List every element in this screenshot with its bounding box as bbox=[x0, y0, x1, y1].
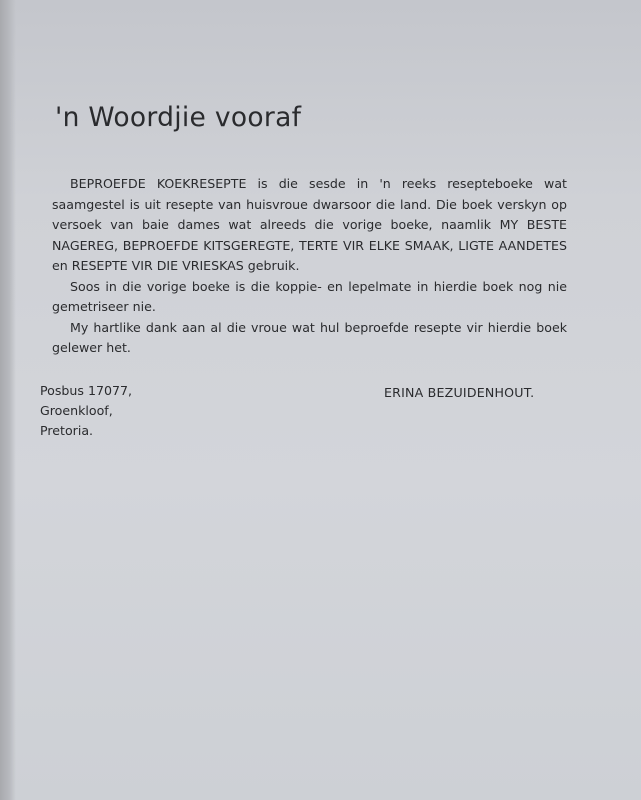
paragraph-2: Soos in die vorige boeke is die koppie- en lepelmate in hierdie boek nog nie gemetriseer nie. bbox=[52, 278, 567, 314]
address-line-1: Posbus 17077, bbox=[40, 383, 133, 398]
page-binding-edge bbox=[0, 0, 16, 800]
author-signature: ERINA BEZUIDENHOUT. bbox=[384, 385, 535, 400]
paragraph-3: My hartlike dank aan al die vroue wat hul beproefde resepte vir hierdie boek gelewer het. bbox=[52, 319, 567, 355]
address-line-3: Pretoria. bbox=[40, 423, 94, 438]
address-line-2: Groenkloof, bbox=[40, 403, 113, 418]
page-title: 'n Woordjie vooraf bbox=[55, 102, 302, 133]
paragraph-1: BEPROEFDE KOEKRESEPTE is die sesde in 'n reeks resepteboeke wat saamgestel is uit resepte van huisvroue dwarsoor die land. Die boek verskyn op versoek van baie dames wat alreeds die vorige boeke, naamlik MY BESTE NAGEREG, BEPROEFDE KITSGEREGTE, TERTE VIR ELKE SMAAK, LIGTE AANDETES en RESEPTE VIR DIE VRIESKAS gebruik. bbox=[52, 176, 567, 273]
postal-address bbox=[40, 381, 132, 441]
foreword-body bbox=[52, 174, 567, 359]
